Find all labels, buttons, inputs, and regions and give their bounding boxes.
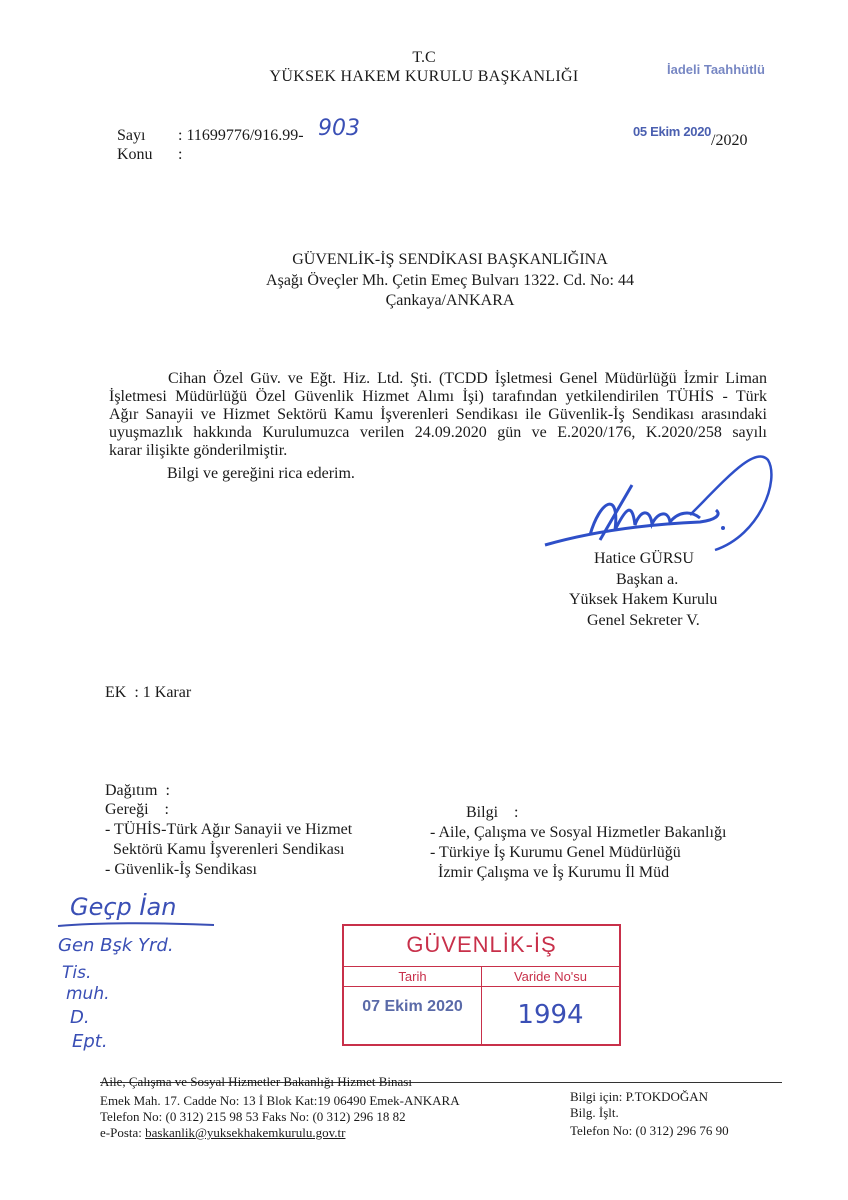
handwritten-note: muh. — [66, 984, 110, 1004]
bilgi-item: İzmir Çalışma ve İş Kurumu İl Müd — [430, 864, 670, 881]
footer-phone: Telefon No: (0 312) 215 98 53 Faks No: (0 312) 296 18 82 — [100, 1109, 406, 1124]
registered-mail-stamp: İadeli Taahhütlü — [667, 62, 765, 77]
body-line: uyuşmazlık hakkında Kurulumuzca verilen 24.09.2020 gün ve E.2020/176, K.2020/258 sayılı — [109, 424, 767, 441]
footer-contact-role: Bilg. İşlt. — [570, 1105, 619, 1120]
body-line: karar ilişikte gönderilmiştir. — [109, 442, 288, 459]
sayi-value: : 11699776/916.99- — [178, 127, 304, 144]
handwritten-note: D. — [70, 1007, 90, 1028]
date-year: /2020 — [711, 132, 748, 149]
footer-email-line — [100, 1125, 345, 1141]
recipient-name: GÜVENLİK-İŞ SENDİKASI BAŞKANLIĞINA — [292, 251, 608, 268]
handwritten-note: Geçp İan — [70, 893, 177, 921]
handwritten-note: Tis. — [62, 963, 92, 983]
stamp-number-value: 1994 — [517, 1000, 584, 1030]
handwritten-underline — [56, 920, 216, 930]
signer-name: Hatice GÜRSU — [594, 550, 694, 567]
bilgi-item: - Aile, Çalışma ve Sosyal Hizmetler Bakanlığı — [430, 824, 727, 841]
signer-role-2: Yüksek Hakem Kurulu — [569, 591, 718, 608]
header-institution: YÜKSEK HAKEM KURULU BAŞKANLIĞI — [269, 68, 579, 85]
footer-email-link[interactable]: baskanlik@yuksekhakemkurulu.gov.tr — [145, 1125, 346, 1140]
bilgi-item: - Türkiye İş Kurumu Genel Müdürlüğü — [430, 844, 681, 861]
stamp-divider — [344, 986, 619, 987]
footer-address-1: Aile, Çalışma ve Sosyal Hizmetler Bakanlığı Hizmet Binası — [100, 1074, 412, 1089]
body-line: Ağır Sanayii ve Hizmet Sektörü Kamu İşverenleri Sendikası ile Güvenlik-İş Sendikası arasındaki — [109, 406, 767, 423]
body-line: İşletmesi Müdürlüğü Özel Güvenlik Hizmet Alımı İşi) tarafından yetkilendirilen TÜHİS - Türk — [109, 388, 767, 405]
recipient-city: Çankaya/ANKARA — [385, 292, 515, 309]
received-stamp — [342, 924, 621, 1046]
handwritten-note: Ept. — [72, 1031, 108, 1052]
recipient-address: Aşağı Öveçler Mh. Çetin Emeç Bulvarı 1322. Cd. No: 44 — [266, 272, 634, 289]
footer-email-label: e-Posta: — [100, 1125, 146, 1140]
signer-role-1: Başkan a. — [616, 571, 679, 588]
signer-role-3: Genel Sekreter V. — [587, 612, 700, 629]
date-stamp: 05 Ekim 2020 — [633, 124, 712, 139]
body-line: Cihan Özel Güv. ve Eğt. Hiz. Ltd. Şti. (TCDD İşletmesi Genel Müdürlüğü İzmir Liman — [168, 370, 767, 387]
header-line1: T.C — [412, 49, 436, 66]
attachment-line: EK : 1 Karar — [105, 684, 192, 701]
footer-contact-person: Bilgi için: P.TOKDOĞAN — [570, 1089, 709, 1104]
geregi-item: - Güvenlik-İş Sendikası — [105, 861, 257, 878]
sayi-label: Sayı — [117, 127, 146, 144]
sayi-handwritten-number: 903 — [318, 116, 360, 141]
stamp-number-label: Varide No'su — [513, 969, 588, 984]
geregi-item: Sektörü Kamu İşverenleri Sendikası — [105, 841, 345, 858]
konu-value: : — [178, 146, 183, 163]
distribution-label: Dağıtım : — [105, 782, 170, 799]
closing-sentence: Bilgi ve gereğini rica ederim. — [167, 465, 355, 482]
signature-scribble — [540, 440, 780, 560]
geregi-label: Gereği : — [105, 801, 169, 818]
footer-contact-phone: Telefon No: (0 312) 296 76 90 — [570, 1123, 729, 1138]
stamp-date-value: 07 Ekim 2020 — [362, 998, 463, 1015]
stamp-date-label: Tarih — [398, 969, 427, 984]
bilgi-label: Bilgi : — [466, 804, 519, 821]
konu-label: Konu — [117, 146, 153, 163]
geregi-item: - TÜHİS-Türk Ağır Sanayii ve Hizmet — [105, 821, 353, 838]
footer-address-2: Emek Mah. 17. Cadde No: 13 İ Blok Kat:19 06490 Emek-ANKARA — [100, 1093, 460, 1108]
handwritten-note: Gen Bşk Yrd. — [58, 935, 174, 956]
stamp-title: GÜVENLİK-İŞ — [406, 932, 557, 957]
